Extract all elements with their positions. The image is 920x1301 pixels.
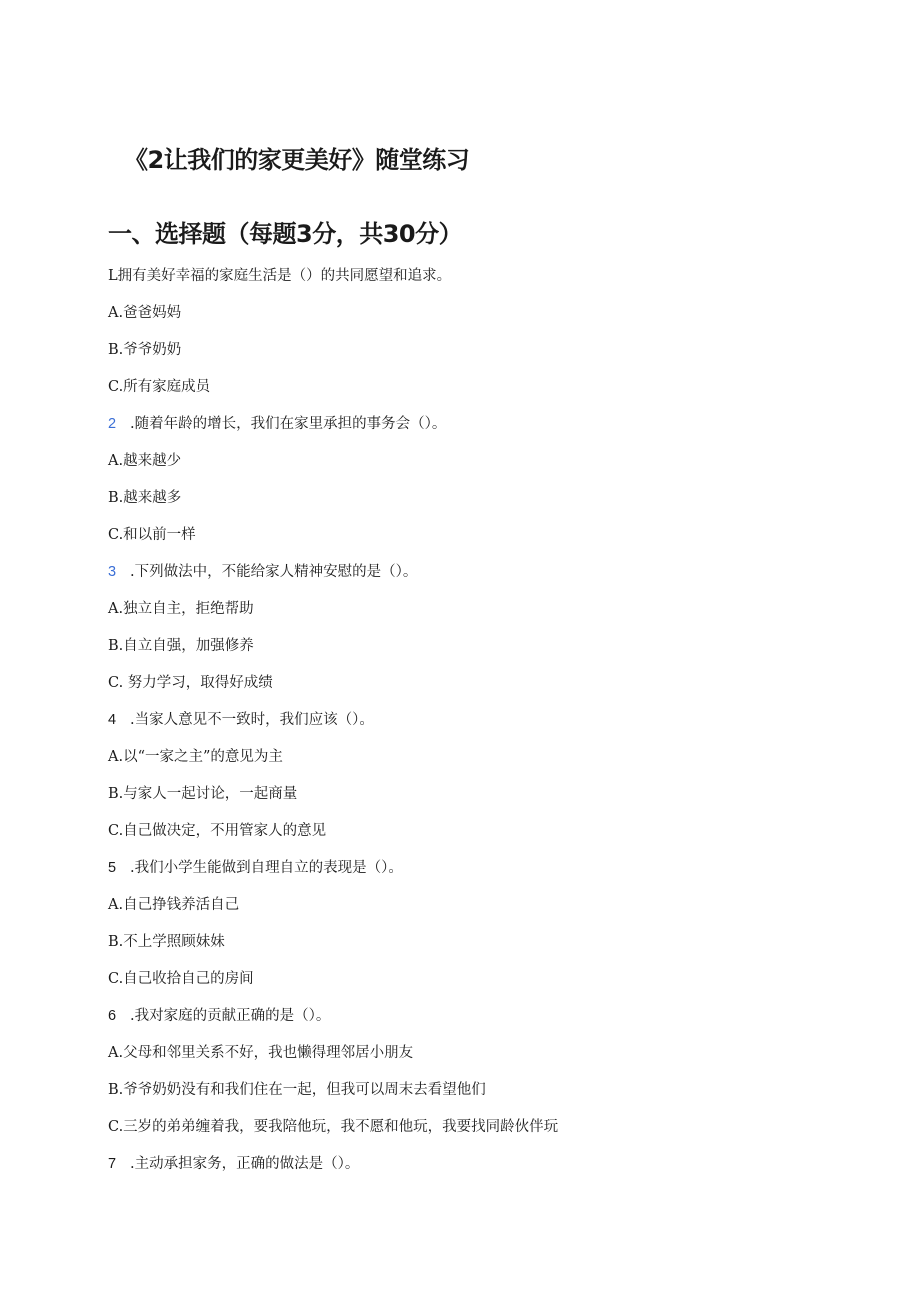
option-line [108, 337, 868, 374]
option-text: C.所有家庭成员 [108, 379, 211, 395]
question-text: .我们小学生能做到自理自立的表现是（）。 [130, 860, 403, 876]
question-line [108, 1151, 868, 1188]
question-number: 3 [108, 564, 117, 580]
option-text: C.自己收拾自己的房间 [108, 971, 254, 987]
question-number: 5 [108, 860, 117, 876]
option-line [108, 1114, 868, 1151]
option-text: B.自立自强，加强修养 [108, 638, 254, 654]
option-text: B.越来越多 [108, 490, 182, 506]
option-text: A.自己挣钱养活自己 [108, 897, 240, 913]
question-text: .下列做法中，不能给家人精神安慰的是（）。 [130, 564, 418, 580]
option-text: B.爷爷奶奶 [108, 342, 182, 358]
option-line [108, 596, 868, 633]
option-line [108, 892, 868, 929]
option-line [108, 1040, 868, 1077]
option-text: C. 努力学习，取得好成绩 [108, 675, 273, 691]
option-text: B.爷爷奶奶没有和我们住在一起，但我可以周末去看望他们 [108, 1082, 486, 1098]
question-line [108, 707, 868, 744]
question-line [108, 559, 868, 596]
option-line [108, 929, 868, 966]
question-line [108, 1003, 868, 1040]
option-text: C.自己做决定，不用管家人的意见 [108, 823, 327, 839]
option-text: A.独立自主，拒绝帮助 [108, 601, 254, 617]
question-text: .主动承担家务，正确的做法是（）。 [130, 1156, 360, 1172]
question-line [108, 263, 868, 300]
section-heading: 一、选择题（每题3分，共30分） [108, 220, 463, 248]
question-text: .当家人意见不一致时，我们应该（）。 [130, 712, 374, 728]
option-line [108, 522, 868, 559]
option-text: A.父母和邻里关系不好，我也懒得理邻居小朋友 [108, 1045, 414, 1061]
option-line [108, 670, 868, 707]
option-line [108, 485, 868, 522]
question-number: 7 [108, 1156, 117, 1172]
option-line [108, 300, 868, 337]
question-number: 2 [108, 416, 117, 432]
option-text: A.越来越少 [108, 453, 182, 469]
question-number: 4 [108, 712, 117, 728]
option-line [108, 966, 868, 1003]
option-text: B.与家人一起讨论，一起商量 [108, 786, 298, 802]
option-line [108, 374, 868, 411]
question-line [108, 855, 868, 892]
option-line [108, 1077, 868, 1114]
option-line [108, 633, 868, 670]
question-list [108, 263, 868, 1188]
option-line [108, 448, 868, 485]
option-text: A.以“一家之主”的意见为主 [108, 749, 283, 765]
question-line [108, 411, 868, 448]
option-text: C.三岁的弟弟缠着我，要我陪他玩，我不愿和他玩，我要找同龄伙伴玩 [108, 1119, 559, 1135]
question-text: L拥有美好幸福的家庭生活是（）的共同愿望和追求。 [108, 268, 452, 284]
option-line [108, 744, 868, 781]
question-text: .随着年龄的增长，我们在家里承担的事务会（）。 [130, 416, 447, 432]
worksheet-title: 《2让我们的家更美好》随堂练习 [124, 146, 470, 174]
option-line [108, 781, 868, 818]
option-text: C.和以前一样 [108, 527, 196, 543]
option-text: B.不上学照顾妹妹 [108, 934, 225, 950]
option-line [108, 818, 868, 855]
question-number: 6 [108, 1008, 117, 1024]
option-text: A.爸爸妈妈 [108, 305, 182, 321]
question-text: .我对家庭的贡献正确的是（）。 [130, 1008, 331, 1024]
